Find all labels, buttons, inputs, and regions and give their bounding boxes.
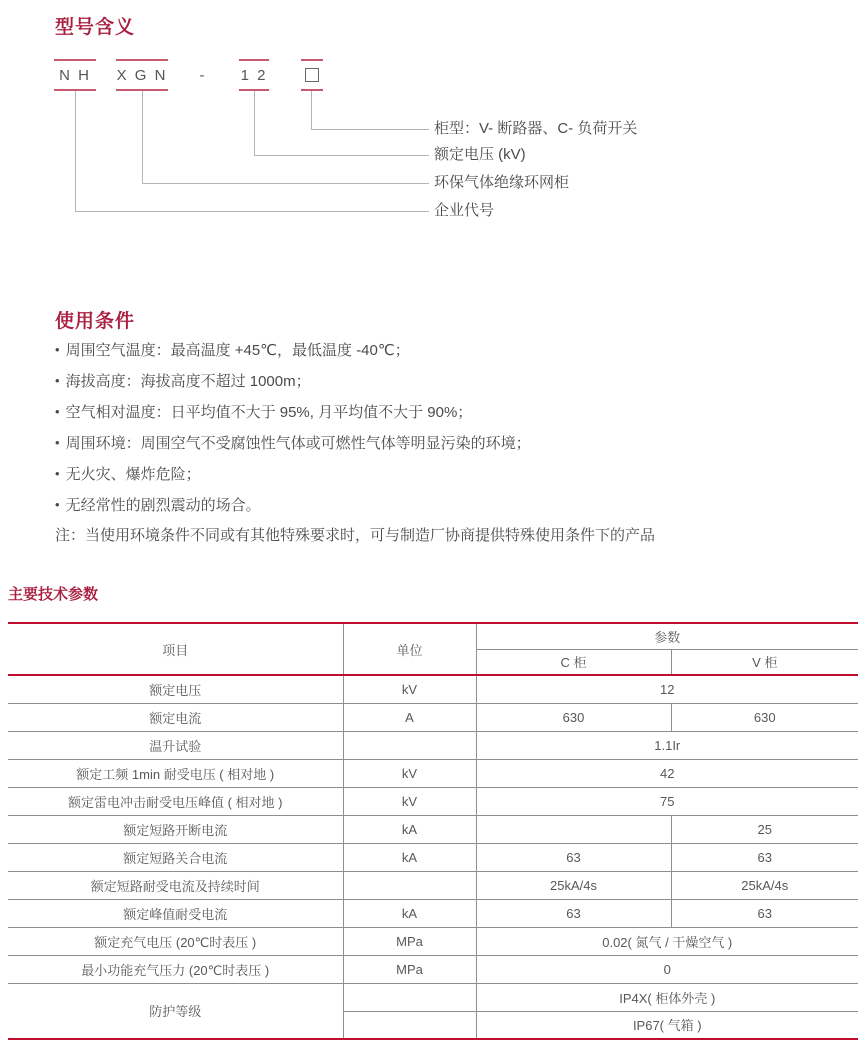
connector-line xyxy=(254,155,429,156)
param-value-v: 63 xyxy=(671,899,858,927)
param-unit xyxy=(343,731,476,759)
placeholder-square-icon xyxy=(305,68,319,82)
table-row xyxy=(8,899,858,927)
label-company-code: 企业代号 xyxy=(434,202,495,219)
param-value-v: 25kA/4s xyxy=(671,871,858,899)
connector-line xyxy=(311,91,312,129)
list-item xyxy=(55,334,531,365)
param-value-c: 63 xyxy=(476,843,671,871)
param-value: 0.02( 氮气 / 干燥空气 ) xyxy=(476,927,858,955)
param-item: 最小功能充气压力 (20℃时表压 ) xyxy=(8,955,343,983)
model-segment-company: N H xyxy=(54,59,96,91)
connector-line xyxy=(75,211,429,212)
bullet-icon: • xyxy=(55,466,60,481)
tech-params-table xyxy=(8,622,858,1040)
table-row xyxy=(8,815,858,843)
list-item xyxy=(55,365,531,396)
section-title-usage-conditions: 使用条件 xyxy=(55,311,136,332)
table-row xyxy=(8,759,858,787)
param-unit xyxy=(343,871,476,899)
table-row xyxy=(8,955,858,983)
table-row xyxy=(8,871,858,899)
connector-line xyxy=(142,183,429,184)
col-header-v-cabinet: V 柜 xyxy=(671,649,858,675)
list-item xyxy=(55,427,531,458)
condition-text: 海拔高度：海拔高度不超过 1000m； xyxy=(65,373,311,390)
condition-text: 空气相对温度：日平均值不大于 95%, 月平均值不大于 90%； xyxy=(65,404,473,421)
table-row xyxy=(8,927,858,955)
table-header-row xyxy=(8,623,858,649)
list-item xyxy=(55,458,531,489)
model-segment-series: X G N xyxy=(116,59,168,91)
param-item: 额定电压 xyxy=(8,675,343,703)
param-item: 额定工频 1min 耐受电压 ( 相对地 ) xyxy=(8,759,343,787)
param-value: IP67( 气箱 ) xyxy=(476,1011,858,1039)
param-value-c: 25kA/4s xyxy=(476,871,671,899)
usage-conditions-list xyxy=(55,334,531,520)
section-title-model-meaning: 型号含义 xyxy=(55,17,136,38)
bullet-icon: • xyxy=(55,404,60,419)
param-unit: kV xyxy=(343,787,476,815)
condition-text: 周围环境：周围空气不受腐蚀性气体或可燃性气体等明显污染的环境； xyxy=(65,435,531,452)
col-header-unit: 单位 xyxy=(343,623,476,675)
param-value-v: 630 xyxy=(671,703,858,731)
model-segment-voltage: 1 2 xyxy=(239,59,269,91)
param-item: 防护等级 xyxy=(8,983,343,1039)
param-value-c xyxy=(476,815,671,843)
condition-text: 无火灾、爆炸危险； xyxy=(65,466,201,483)
param-item: 额定雷电冲击耐受电压峰值 ( 相对地 ) xyxy=(8,787,343,815)
param-unit: kV xyxy=(343,759,476,787)
param-unit xyxy=(343,1011,476,1039)
param-item: 额定峰值耐受电流 xyxy=(8,899,343,927)
connector-line xyxy=(311,129,429,130)
label-product-name: 环保气体绝缘环网柜 xyxy=(434,174,570,191)
condition-text: 周围空气温度：最高温度 +45℃，最低温度 -40℃； xyxy=(65,342,410,359)
table-row xyxy=(8,731,858,759)
table-row xyxy=(8,703,858,731)
table-row xyxy=(8,843,858,871)
param-value-v: 25 xyxy=(671,815,858,843)
col-header-param: 参数 xyxy=(476,623,858,649)
param-item: 额定短路开断电流 xyxy=(8,815,343,843)
param-unit xyxy=(343,983,476,1011)
param-unit: kA xyxy=(343,843,476,871)
col-header-c-cabinet: C 柜 xyxy=(476,649,671,675)
param-value-v: 63 xyxy=(671,843,858,871)
table-row xyxy=(8,787,858,815)
bullet-icon: • xyxy=(55,342,60,357)
param-unit: A xyxy=(343,703,476,731)
param-value-c: 630 xyxy=(476,703,671,731)
bullet-icon: • xyxy=(55,373,60,388)
param-item: 额定电流 xyxy=(8,703,343,731)
col-header-item: 项目 xyxy=(162,642,189,658)
param-item: 额定充气电压 (20℃时表压 ) xyxy=(8,927,343,955)
param-unit: kA xyxy=(343,899,476,927)
param-value: IP4X( 柜体外壳 ) xyxy=(476,983,858,1011)
label-rated-voltage: 额定电压 (kV) xyxy=(434,146,526,163)
list-item xyxy=(55,489,531,520)
table-row xyxy=(8,675,858,703)
label-cabinet-type: 柜型：V- 断路器、C- 负荷开关 xyxy=(434,120,638,137)
connector-line xyxy=(142,91,143,183)
condition-text: 无经常性的剧烈震动的场合。 xyxy=(65,497,261,514)
param-value: 12 xyxy=(476,675,858,703)
conditions-note: 注：当使用环境条件不同或有其他特殊要求时，可与制造厂协商提供特殊使用条件下的产品 xyxy=(55,527,656,544)
section-title-tech-params: 主要技术参数 xyxy=(8,586,99,603)
param-unit: kA xyxy=(343,815,476,843)
param-unit: MPa xyxy=(343,927,476,955)
param-value: 75 xyxy=(476,787,858,815)
param-value: 0 xyxy=(476,955,858,983)
connector-line xyxy=(75,91,76,211)
table-row xyxy=(8,983,858,1011)
list-item xyxy=(55,396,531,427)
param-item: 额定短路关合电流 xyxy=(8,843,343,871)
model-segment-dash: - xyxy=(199,66,207,84)
connector-line xyxy=(254,91,255,155)
param-item: 额定短路耐受电流及持续时间 xyxy=(8,871,343,899)
bullet-icon: • xyxy=(55,497,60,512)
param-item: 温升试验 xyxy=(8,731,343,759)
bullet-icon: • xyxy=(55,435,60,450)
model-segment-placeholder xyxy=(301,59,323,91)
param-value: 42 xyxy=(476,759,858,787)
param-value-c: 63 xyxy=(476,899,671,927)
param-value: 1.1Ir xyxy=(476,731,858,759)
param-unit: MPa xyxy=(343,955,476,983)
param-unit: kV xyxy=(343,675,476,703)
